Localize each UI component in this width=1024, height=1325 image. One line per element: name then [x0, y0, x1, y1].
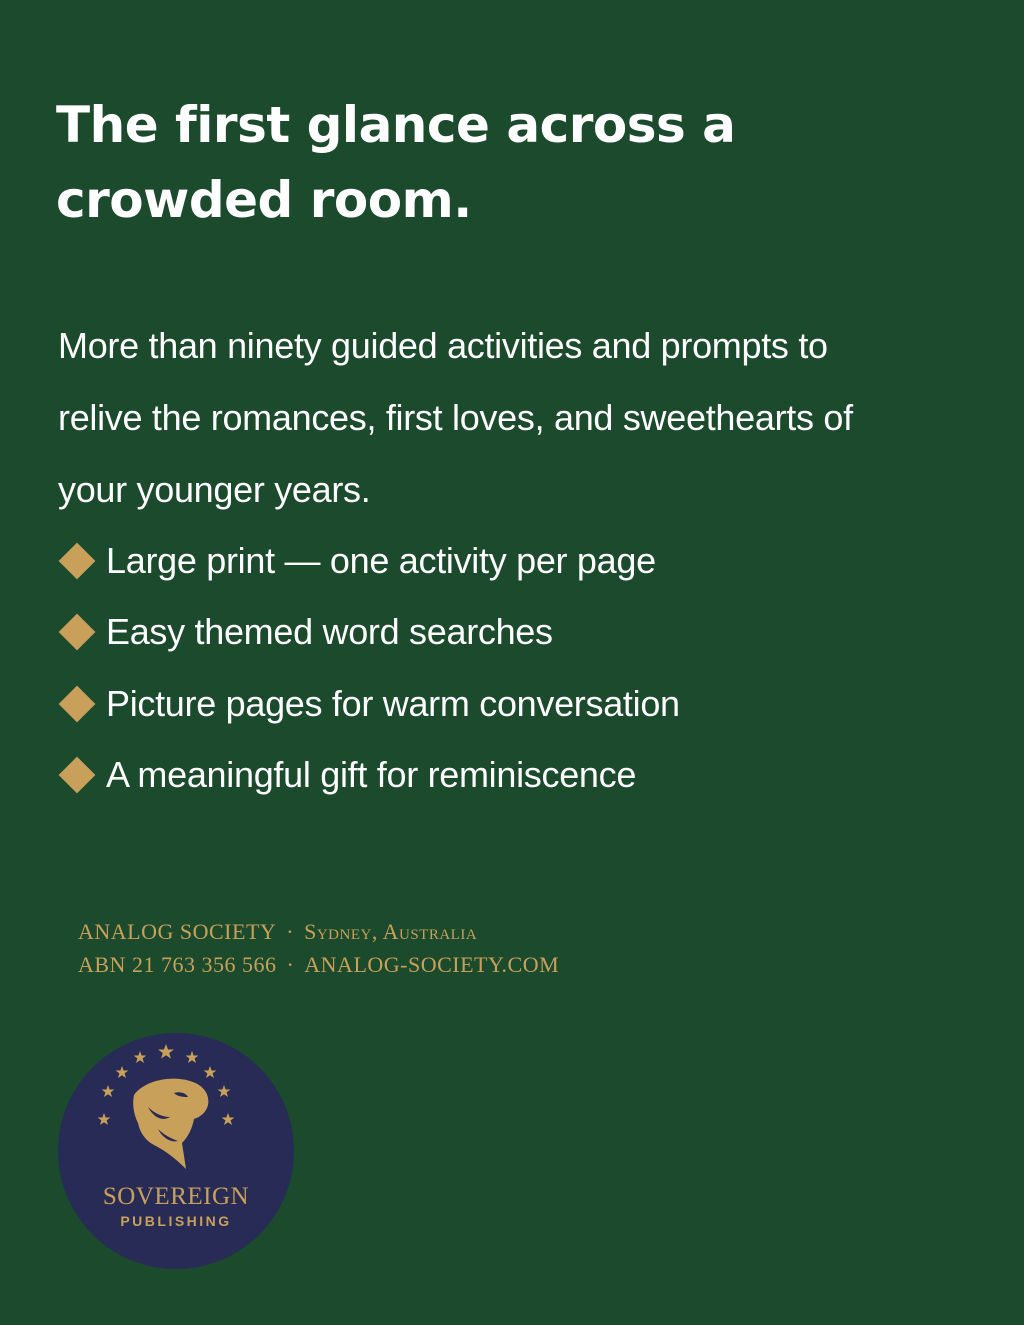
publisher-seal-logo [58, 1033, 294, 1269]
diamond-bullet-icon [59, 542, 96, 579]
publisher-footer [78, 915, 559, 981]
publisher-name: ANALOG SOCIETY [78, 919, 277, 944]
lion-head-with-stars-icon [58, 1033, 294, 1269]
diamond-bullet-icon [59, 685, 96, 722]
intro-paragraph: More than ninety guided activities and prompts to relive the romances, first loves, and sweethearts of your younger years. [58, 325, 853, 510]
separator-dot: · [286, 919, 295, 944]
publisher-location: Sydney, Australia [304, 919, 478, 944]
footer-row-1 [78, 915, 559, 948]
feature-item [58, 597, 680, 669]
diamond-bullet-icon [59, 614, 96, 651]
feature-label: A meaningful gift for reminiscence [106, 754, 637, 796]
feature-item [58, 525, 680, 597]
feature-list [58, 525, 680, 811]
publisher-abn: ABN 21 763 356 566 [78, 952, 277, 977]
feature-item [58, 668, 680, 740]
footer-row-2 [78, 948, 559, 981]
publisher-website: ANALOG-SOCIETY.COM [304, 952, 560, 977]
feature-label: Large print — one activity per page [106, 539, 656, 581]
diamond-bullet-icon [59, 757, 96, 794]
seal-name: SOVEREIGN [102, 1183, 250, 1210]
seal-subtitle: PUBLISHING [120, 1213, 232, 1229]
feature-item [58, 740, 680, 812]
feature-label: Picture pages for warm conversation [106, 682, 680, 724]
feature-label: Easy themed word searches [106, 611, 553, 653]
separator-dot: · [286, 952, 295, 977]
headline: The first glance across a crowded room. [56, 96, 736, 229]
